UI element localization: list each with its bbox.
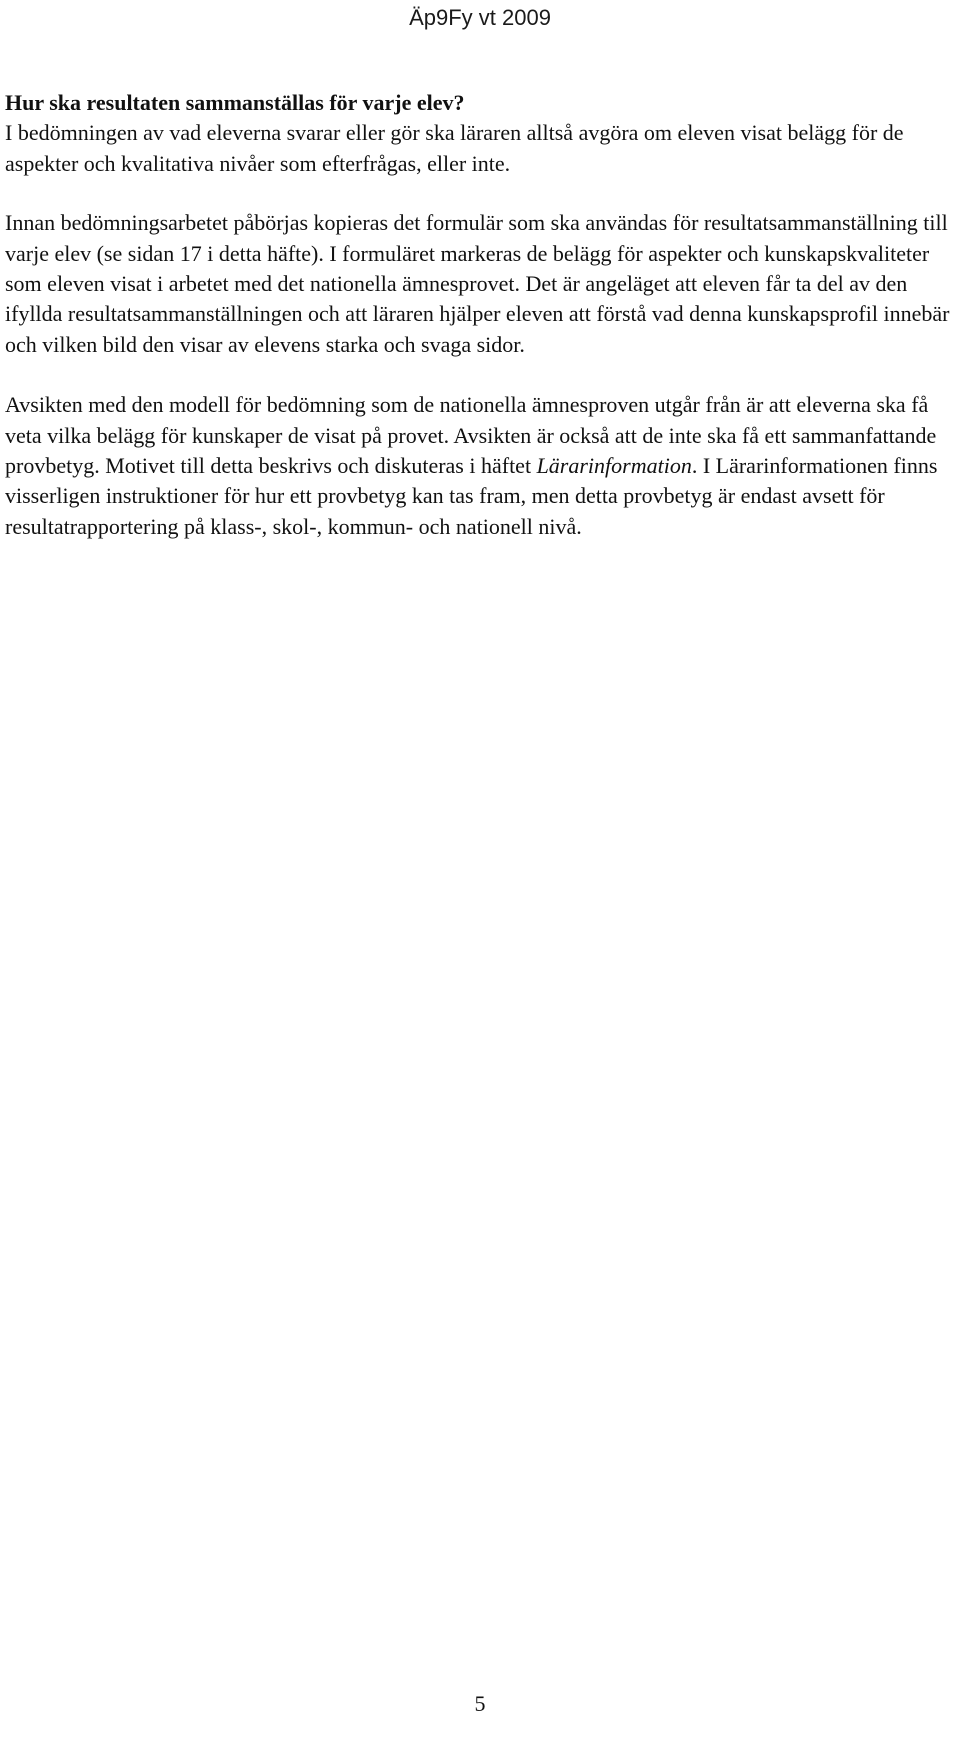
- running-header: Äp9Fy vt 2009: [409, 5, 551, 30]
- paragraph-text: Avsikten med den modell för bedömning som de nationella ämnesproven utgår från är att eleverna ska få veta vilka belägg för kunskaper de visat på provet. Avsikten är också att de inte ska få ett sammanfattande provbetyg. Motivet till detta beskrivs och diskuteras i häftet: [5, 392, 937, 479]
- paragraph-intro: [5, 88, 960, 179]
- paragraph-purpose: [5, 390, 960, 542]
- document-body: [5, 88, 960, 542]
- section-heading: Hur ska resultaten sammanställas för varje elev?: [5, 90, 465, 115]
- page-number: 5: [474, 1691, 486, 1716]
- paragraph-text: . I Lärarinformationen finns visserligen instruktioner för hur ett provbetyg kan tas fram, men detta provbetyg är endast avsett för resultatrapportering på klass-, skol-, kommun- och nationell nivå.: [5, 453, 938, 539]
- paragraph-text: I bedömningen av vad eleverna svarar eller gör ska läraren alltså avgöra om eleven visat belägg för de aspekter och kvalitativa nivåer som efterfrågas, eller inte.: [5, 120, 904, 176]
- paragraph-procedure: Innan bedömningsarbetet påbörjas kopieras det formulär som ska användas för resultatsammanställning till varje elev (se sidan 17 i detta häfte). I formuläret markeras de belägg för aspekter och kunskapskvaliteter som eleven visat i arbetet med det nationella ämnesprovet. Det är angeläget att eleven får ta del av den ifyllda resultatsammanställningen och att läraren hjälper eleven att förstå vad denna kunskapsprofil innebär och vilken bild den visar av elevens starka och svaga sidor.: [5, 210, 950, 357]
- booklet-title: Lärarinformation: [536, 453, 692, 479]
